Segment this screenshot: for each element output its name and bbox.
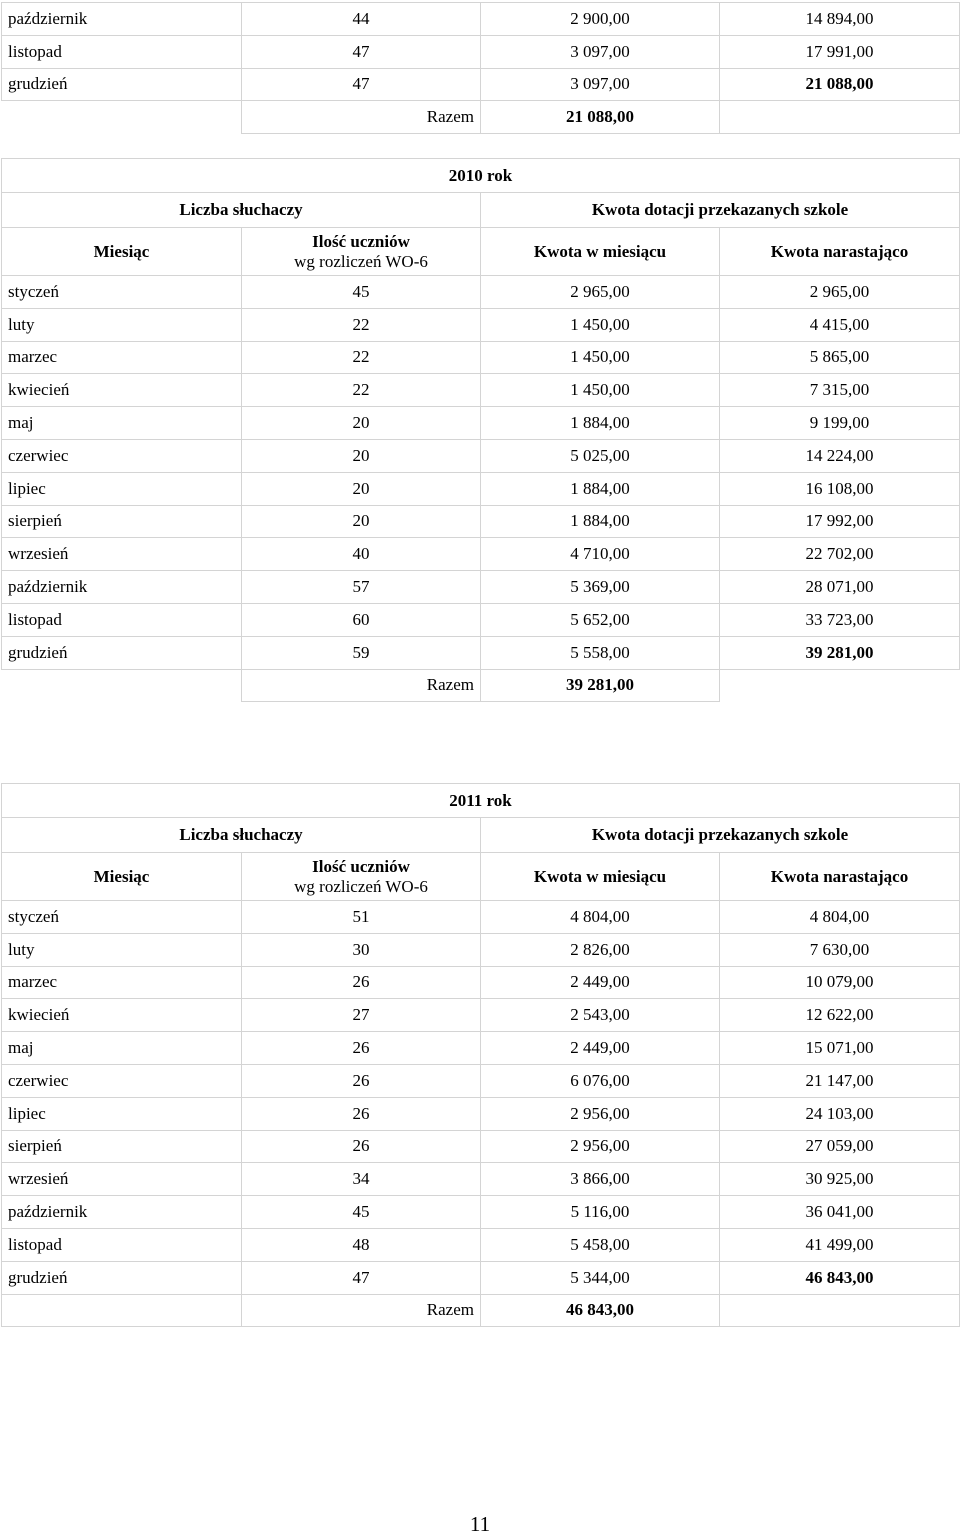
monthly-cell: 4 710,00	[481, 538, 720, 571]
cumulative-cell: 17 992,00	[720, 505, 960, 538]
sum-row	[2, 669, 960, 702]
cumulative-cell: 9 199,00	[720, 407, 960, 440]
monthly-cell: 3 097,00	[481, 35, 720, 68]
table-row	[2, 571, 960, 604]
month-cell: październik	[2, 571, 242, 604]
month-cell: czerwiec	[2, 1064, 242, 1097]
monthly-cell: 2 449,00	[481, 966, 720, 999]
month-cell: marzec	[2, 966, 242, 999]
cumulative-total-cell: 46 843,00	[720, 1261, 960, 1294]
cumulative-cell: 5 865,00	[720, 341, 960, 374]
table-row	[2, 374, 960, 407]
cumulative-cell: 21 147,00	[720, 1064, 960, 1097]
count-cell: 51	[242, 901, 481, 934]
monthly-cell: 1 450,00	[481, 374, 720, 407]
table-2011	[1, 783, 960, 1327]
cumulative-cell: 27 059,00	[720, 1130, 960, 1163]
month-cell: sierpień	[2, 1130, 242, 1163]
count-header-line2: wg rozliczeń WO-6	[294, 876, 428, 896]
count-cell: 20	[242, 505, 481, 538]
table-row	[2, 1064, 960, 1097]
month-cell: czerwiec	[2, 439, 242, 472]
table-row	[2, 341, 960, 374]
sum-value: 46 843,00	[481, 1294, 720, 1327]
month-cell: wrzesień	[2, 1163, 242, 1196]
monthly-cell: 1 450,00	[481, 341, 720, 374]
monthly-cell: 2 449,00	[481, 1032, 720, 1065]
count-cell: 22	[242, 308, 481, 341]
month-cell: lipiec	[2, 472, 242, 505]
cumulative-header: Kwota narastająco	[720, 853, 960, 901]
students-header: Liczba słuchaczy	[2, 818, 481, 853]
count-cell: 47	[242, 35, 481, 68]
cumulative-cell: 30 925,00	[720, 1163, 960, 1196]
cumulative-cell: 14 894,00	[720, 3, 960, 36]
sum-row	[2, 101, 960, 134]
month-cell: lipiec	[2, 1097, 242, 1130]
students-header: Liczba słuchaczy	[2, 193, 481, 228]
count-cell: 27	[242, 999, 481, 1032]
monthly-cell: 1 884,00	[481, 505, 720, 538]
grant-header: Kwota dotacji przekazanych szkole	[481, 193, 960, 228]
table-row	[2, 933, 960, 966]
year-title: 2010 rok	[2, 159, 960, 193]
month-cell: styczeń	[2, 901, 242, 934]
count-header-line1: Ilość uczniów	[312, 856, 410, 876]
month-cell: maj	[2, 1032, 242, 1065]
cumulative-header: Kwota narastająco	[720, 228, 960, 276]
count-cell: 20	[242, 407, 481, 440]
sum-label: Razem	[242, 1294, 481, 1327]
month-cell: sierpień	[2, 505, 242, 538]
count-header-line2: wg rozliczeń WO-6	[294, 251, 428, 271]
month-cell: grudzień	[2, 636, 242, 669]
month-cell: kwiecień	[2, 999, 242, 1032]
month-cell: wrzesień	[2, 538, 242, 571]
table-row	[2, 1228, 960, 1261]
count-cell: 20	[242, 439, 481, 472]
count-cell: 26	[242, 1064, 481, 1097]
table-row	[2, 1163, 960, 1196]
count-cell: 26	[242, 1130, 481, 1163]
table-row	[2, 3, 960, 36]
table-row	[2, 407, 960, 440]
table-row	[2, 1261, 960, 1294]
monthly-header: Kwota w miesiącu	[481, 853, 720, 901]
monthly-cell: 3 097,00	[481, 68, 720, 101]
month-cell: maj	[2, 407, 242, 440]
cumulative-cell: 7 630,00	[720, 933, 960, 966]
table-row	[2, 538, 960, 571]
monthly-cell: 5 025,00	[481, 439, 720, 472]
sum-label: Razem	[242, 669, 481, 702]
month-cell: październik	[2, 3, 242, 36]
month-cell: marzec	[2, 341, 242, 374]
column-header-row	[2, 228, 960, 276]
grant-header: Kwota dotacji przekazanych szkole	[481, 818, 960, 853]
table-row	[2, 999, 960, 1032]
count-cell: 47	[242, 68, 481, 101]
cumulative-total-cell: 39 281,00	[720, 636, 960, 669]
cumulative-cell: 14 224,00	[720, 439, 960, 472]
sum-row	[2, 1294, 960, 1327]
count-cell: 45	[242, 1196, 481, 1229]
table-row	[2, 966, 960, 999]
cumulative-cell: 41 499,00	[720, 1228, 960, 1261]
month-cell: listopad	[2, 603, 242, 636]
month-cell: październik	[2, 1196, 242, 1229]
monthly-cell: 5 652,00	[481, 603, 720, 636]
monthly-cell: 2 956,00	[481, 1130, 720, 1163]
table-2009-continuation	[1, 2, 960, 134]
column-header-row	[2, 853, 960, 901]
monthly-cell: 5 458,00	[481, 1228, 720, 1261]
table-2010	[1, 158, 960, 702]
monthly-header: Kwota w miesiącu	[481, 228, 720, 276]
monthly-cell: 1 884,00	[481, 407, 720, 440]
cumulative-cell: 17 991,00	[720, 35, 960, 68]
table-row	[2, 1196, 960, 1229]
month-cell: listopad	[2, 35, 242, 68]
month-cell: luty	[2, 308, 242, 341]
cumulative-cell: 36 041,00	[720, 1196, 960, 1229]
count-header	[242, 853, 481, 901]
table-row	[2, 636, 960, 669]
monthly-cell: 2 956,00	[481, 1097, 720, 1130]
group-header-row	[2, 818, 960, 853]
cumulative-cell: 15 071,00	[720, 1032, 960, 1065]
monthly-cell: 2 543,00	[481, 999, 720, 1032]
table-row	[2, 35, 960, 68]
count-header-line1: Ilość uczniów	[312, 231, 410, 251]
group-header-row	[2, 193, 960, 228]
table-row	[2, 276, 960, 309]
year-header-row	[2, 159, 960, 193]
count-cell: 40	[242, 538, 481, 571]
count-cell: 26	[242, 1032, 481, 1065]
table-row	[2, 1130, 960, 1163]
cumulative-cell: 33 723,00	[720, 603, 960, 636]
monthly-cell: 2 965,00	[481, 276, 720, 309]
monthly-cell: 5 558,00	[481, 636, 720, 669]
cumulative-cell: 12 622,00	[720, 999, 960, 1032]
table-row	[2, 472, 960, 505]
monthly-cell: 3 866,00	[481, 1163, 720, 1196]
count-header	[242, 228, 481, 276]
cumulative-cell: 4 804,00	[720, 901, 960, 934]
monthly-cell: 1 450,00	[481, 308, 720, 341]
table-row	[2, 68, 960, 101]
count-cell: 22	[242, 374, 481, 407]
count-cell: 60	[242, 603, 481, 636]
count-cell: 57	[242, 571, 481, 604]
cumulative-cell: 7 315,00	[720, 374, 960, 407]
month-cell: listopad	[2, 1228, 242, 1261]
count-cell: 47	[242, 1261, 481, 1294]
table-row	[2, 901, 960, 934]
month-header: Miesiąc	[2, 853, 242, 901]
count-cell: 22	[242, 341, 481, 374]
count-cell: 26	[242, 966, 481, 999]
page-number: 11	[469, 1512, 491, 1536]
cumulative-cell: 4 415,00	[720, 308, 960, 341]
cumulative-cell: 22 702,00	[720, 538, 960, 571]
table-row	[2, 308, 960, 341]
monthly-cell: 4 804,00	[481, 901, 720, 934]
count-cell: 30	[242, 933, 481, 966]
cumulative-total-cell: 21 088,00	[720, 68, 960, 101]
count-cell: 45	[242, 276, 481, 309]
count-cell: 26	[242, 1097, 481, 1130]
table-row	[2, 1097, 960, 1130]
month-header: Miesiąc	[2, 228, 242, 276]
cumulative-cell: 24 103,00	[720, 1097, 960, 1130]
table-row	[2, 1032, 960, 1065]
table-row	[2, 603, 960, 636]
cumulative-cell: 10 079,00	[720, 966, 960, 999]
monthly-cell: 5 116,00	[481, 1196, 720, 1229]
monthly-cell: 5 344,00	[481, 1261, 720, 1294]
month-cell: luty	[2, 933, 242, 966]
month-cell: grudzień	[2, 68, 242, 101]
monthly-cell: 5 369,00	[481, 571, 720, 604]
cumulative-cell: 16 108,00	[720, 472, 960, 505]
monthly-cell: 2 826,00	[481, 933, 720, 966]
month-cell: styczeń	[2, 276, 242, 309]
cumulative-cell: 28 071,00	[720, 571, 960, 604]
monthly-cell: 1 884,00	[481, 472, 720, 505]
count-cell: 44	[242, 3, 481, 36]
count-cell: 20	[242, 472, 481, 505]
year-header-row	[2, 784, 960, 818]
count-cell: 59	[242, 636, 481, 669]
month-cell: grudzień	[2, 1261, 242, 1294]
sum-value: 39 281,00	[481, 669, 720, 702]
monthly-cell: 2 900,00	[481, 3, 720, 36]
cumulative-cell: 2 965,00	[720, 276, 960, 309]
count-cell: 34	[242, 1163, 481, 1196]
year-title: 2011 rok	[2, 784, 960, 818]
table-row	[2, 505, 960, 538]
sum-value: 21 088,00	[481, 101, 720, 134]
monthly-cell: 6 076,00	[481, 1064, 720, 1097]
table-row	[2, 439, 960, 472]
sum-label: Razem	[242, 101, 481, 134]
count-cell: 48	[242, 1228, 481, 1261]
month-cell: kwiecień	[2, 374, 242, 407]
